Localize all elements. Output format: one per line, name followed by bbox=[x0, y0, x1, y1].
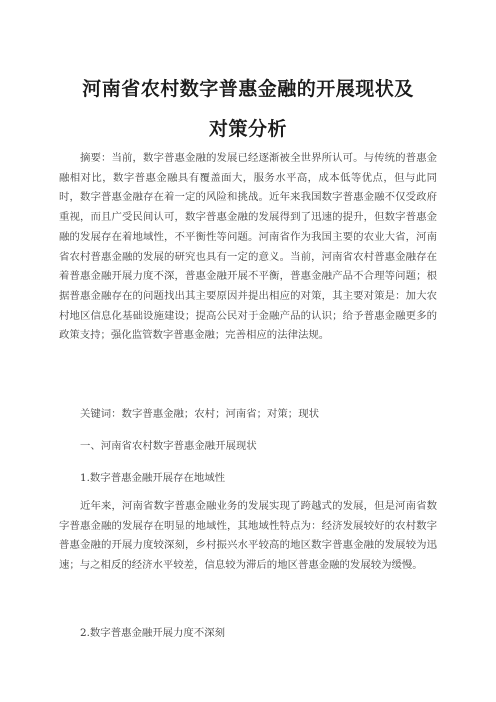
document-title-line-2: 对策分析 bbox=[208, 118, 287, 140]
subsection-heading-1: 1.数字普惠金融开展存在地域性 bbox=[80, 472, 225, 484]
section-heading: 一、河南省农村数字普惠金融开展现状 bbox=[80, 440, 257, 452]
subsection-heading-2: 2.数字普惠金融开展力度不深刻 bbox=[80, 627, 225, 639]
keywords-line: 关键词：数字普惠金融；农村；河南省；对策；现状 bbox=[80, 408, 319, 420]
abstract-paragraph: 摘要：当前，数字普惠金融的发展已经逐渐被全世界所认可。与传统的普惠金融相对比，数字普惠金融具有覆盖面大，服务水平高，成本低等优点，但与此同时，数字普惠金融存在着一定的风险和挑战。近年来我国数字普惠金融不仅受政府重视，而且广受民间认可，数字普惠金融的发展得到了迅速的提升，但数字普惠金融的发展存在着地域性，不平衡性等问题。河南省作为我国主要的农业大省，河南省农村普惠金融的发展的研究也具有一定的意义。当前，河南省农村普惠金融存在着普惠金融开展力度不深，普惠金融开展不平衡，普惠金融产品不合理等问题；根据普惠金融存在的问题找出其主要原因并提出相应的对策，其主要对策是：加大农村地区信息化基础设施建设；提高公民对于金融产品的认识；给予普惠金融更多的政策支持；强化监管数字普惠金融；完善相应的法律法规。 bbox=[59, 152, 437, 342]
document-title-line-1: 河南省农村数字普惠金融的开展现状及 bbox=[82, 78, 414, 100]
subsection-1-body: 近年来，河南省数字普惠金融业务的发展实现了跨越式的发展，但是河南省数字普惠金融的发展存在明显的地域性，其地域性特点为：经济发展较好的农村数字普惠金融的开展力度较深刻，乡村振兴水平较高的地区数字普惠金融的发展较为迅速；与之相反的经济水平较差，信息较为滞后的地区普惠金融的发展较为缓慢。 bbox=[59, 500, 437, 572]
